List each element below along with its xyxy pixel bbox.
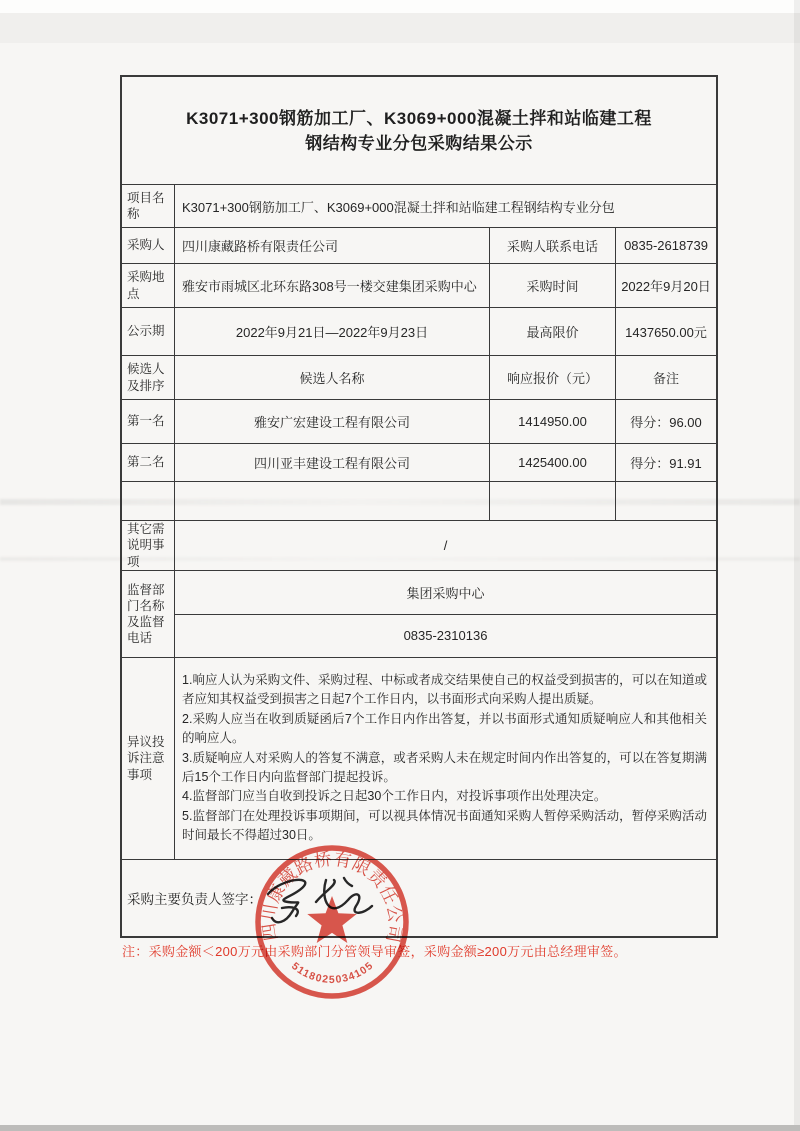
- table-row-candidate-1: [122, 399, 716, 443]
- buyer-value: 四川康藏路桥有限责任公司: [174, 228, 489, 263]
- title-line-1: K3071+300钢筋加工厂、K3069+000混凝土拌和站临建工程: [186, 108, 652, 128]
- candidate-1-name: 雅安广宏建设工程有限公司: [174, 400, 489, 443]
- row-supervision: [122, 570, 716, 657]
- candidate-2-price: 1425400.00: [489, 444, 615, 481]
- candidate-1-price: 1414950.00: [489, 400, 615, 443]
- buyer-phone-value: 0835-2618739: [615, 228, 716, 263]
- seal-company-text: 四川康藏路桥有限责任公司: [258, 848, 406, 945]
- candidate-1-rank: 第一名: [127, 414, 165, 429]
- other-notes-label: 其它需说明事项: [127, 522, 165, 569]
- procurement-result-table: [120, 75, 718, 938]
- row-buyer: [122, 227, 716, 263]
- table-row-candidate-empty: [122, 481, 716, 520]
- complaint-item-3: 3.质疑响应人对采购人的答复不满意，或者采购人未在规定时间内作出答复的，可以在答复期满后15个工作日内向监督部门提起投诉。: [182, 750, 707, 784]
- row-location: [122, 263, 716, 307]
- purchase-time-label: 采购时间: [489, 264, 615, 307]
- row-signature: [122, 859, 716, 936]
- signature-handwriting: [258, 868, 382, 942]
- candidate-remark-header: 备注: [615, 356, 716, 399]
- row-project-name: [122, 184, 716, 227]
- buyer-phone-label: 采购人联系电话: [489, 228, 615, 263]
- supervision-phone-value: 0835-2310136: [175, 614, 716, 658]
- title-row: [122, 77, 716, 184]
- complaint-label: 异议投诉注意事项: [127, 735, 165, 782]
- complaint-item-2: 2.采购人应当在收到质疑函后7个工作日内作出答复，并以书面形式通知质疑响应人和其他相关的响应人。: [182, 711, 707, 746]
- complaint-item-1: 1.响应人认为采购文件、采购过程、中标或者成交结果使自己的权益受到损害的，可以在知道或者应知其权益受到损害之日起7个工作日内，以书面形式向采购人提出质疑。: [182, 673, 707, 707]
- document-title: [122, 77, 716, 184]
- location-value: 雅安市雨城区北环东路308号一楼交建集团采购中心: [174, 264, 489, 307]
- candidate-3-price: [489, 482, 615, 520]
- title-line-2: 钢结构专业分包采购结果公示: [305, 133, 533, 153]
- complaint-text: [174, 658, 716, 859]
- complaint-item-5: 5.监督部门在处理投诉事项期间，可以视具体情况书面通知采购人暂停采购活动，暂停采购活动时间最长不得超过30日。: [182, 808, 707, 842]
- scan-edge-top: [0, 0, 800, 13]
- max-price-value: 1437650.00元: [615, 308, 716, 355]
- row-other-notes: [122, 520, 716, 570]
- scan-edge-right: [794, 0, 800, 1131]
- publicity-period-value: 2022年9月21日—2022年9月23日: [174, 308, 489, 355]
- max-price-label: 最高限价: [489, 308, 615, 355]
- location-label: 采购地点: [127, 270, 165, 301]
- candidate-3-rank: [122, 482, 174, 520]
- publicity-period-label: 公示期: [127, 324, 165, 339]
- candidate-price-header: 响应报价（元）: [489, 356, 615, 399]
- supervision-label: 监督部门名称及监督电话: [127, 582, 165, 646]
- table-row-candidate-2: [122, 443, 716, 481]
- other-notes-value: /: [174, 521, 716, 570]
- candidate-3-name: [174, 482, 489, 520]
- supervision-values: [174, 571, 716, 657]
- purchase-time-value: 2022年9月20日: [615, 264, 716, 307]
- row-complaint-notice: [122, 657, 716, 859]
- row-publicity-period: [122, 307, 716, 355]
- supervision-dept-value: 集团采购中心: [406, 585, 485, 601]
- candidates-rank-label: 候选人及排序: [127, 362, 165, 393]
- project-name-label: 项目名称: [127, 190, 165, 221]
- footnote-text: 注：采购金额＜200万元由采购部门分管领导审签，采购金额≥200万元由总经理审签。: [122, 944, 627, 959]
- candidate-name-header: 候选人名称: [174, 356, 489, 399]
- complaint-item-4: 4.监督部门应当自收到投诉之日起30个工作日内，对投诉事项作出处理决定。: [182, 789, 607, 804]
- scan-edge-bottom: [0, 1125, 800, 1131]
- scan-shadow-band: [0, 13, 800, 43]
- candidate-3-remark: [615, 482, 716, 520]
- signature-label: 采购主要负责人签字：: [127, 892, 262, 907]
- buyer-label: 采购人: [127, 238, 165, 253]
- seal-number-text: 5118025034105: [289, 959, 377, 986]
- project-name-value: K3071+300钢筋加工厂、K3069+000混凝土拌和站临建工程钢结构专业分包: [174, 185, 716, 227]
- candidate-2-remark: 得分：91.91: [615, 444, 716, 481]
- candidate-1-remark: 得分：96.00: [615, 400, 716, 443]
- candidate-2-name: 四川亚丰建设工程有限公司: [174, 444, 489, 481]
- row-candidates-header: [122, 355, 716, 399]
- candidate-2-rank: 第二名: [127, 455, 165, 470]
